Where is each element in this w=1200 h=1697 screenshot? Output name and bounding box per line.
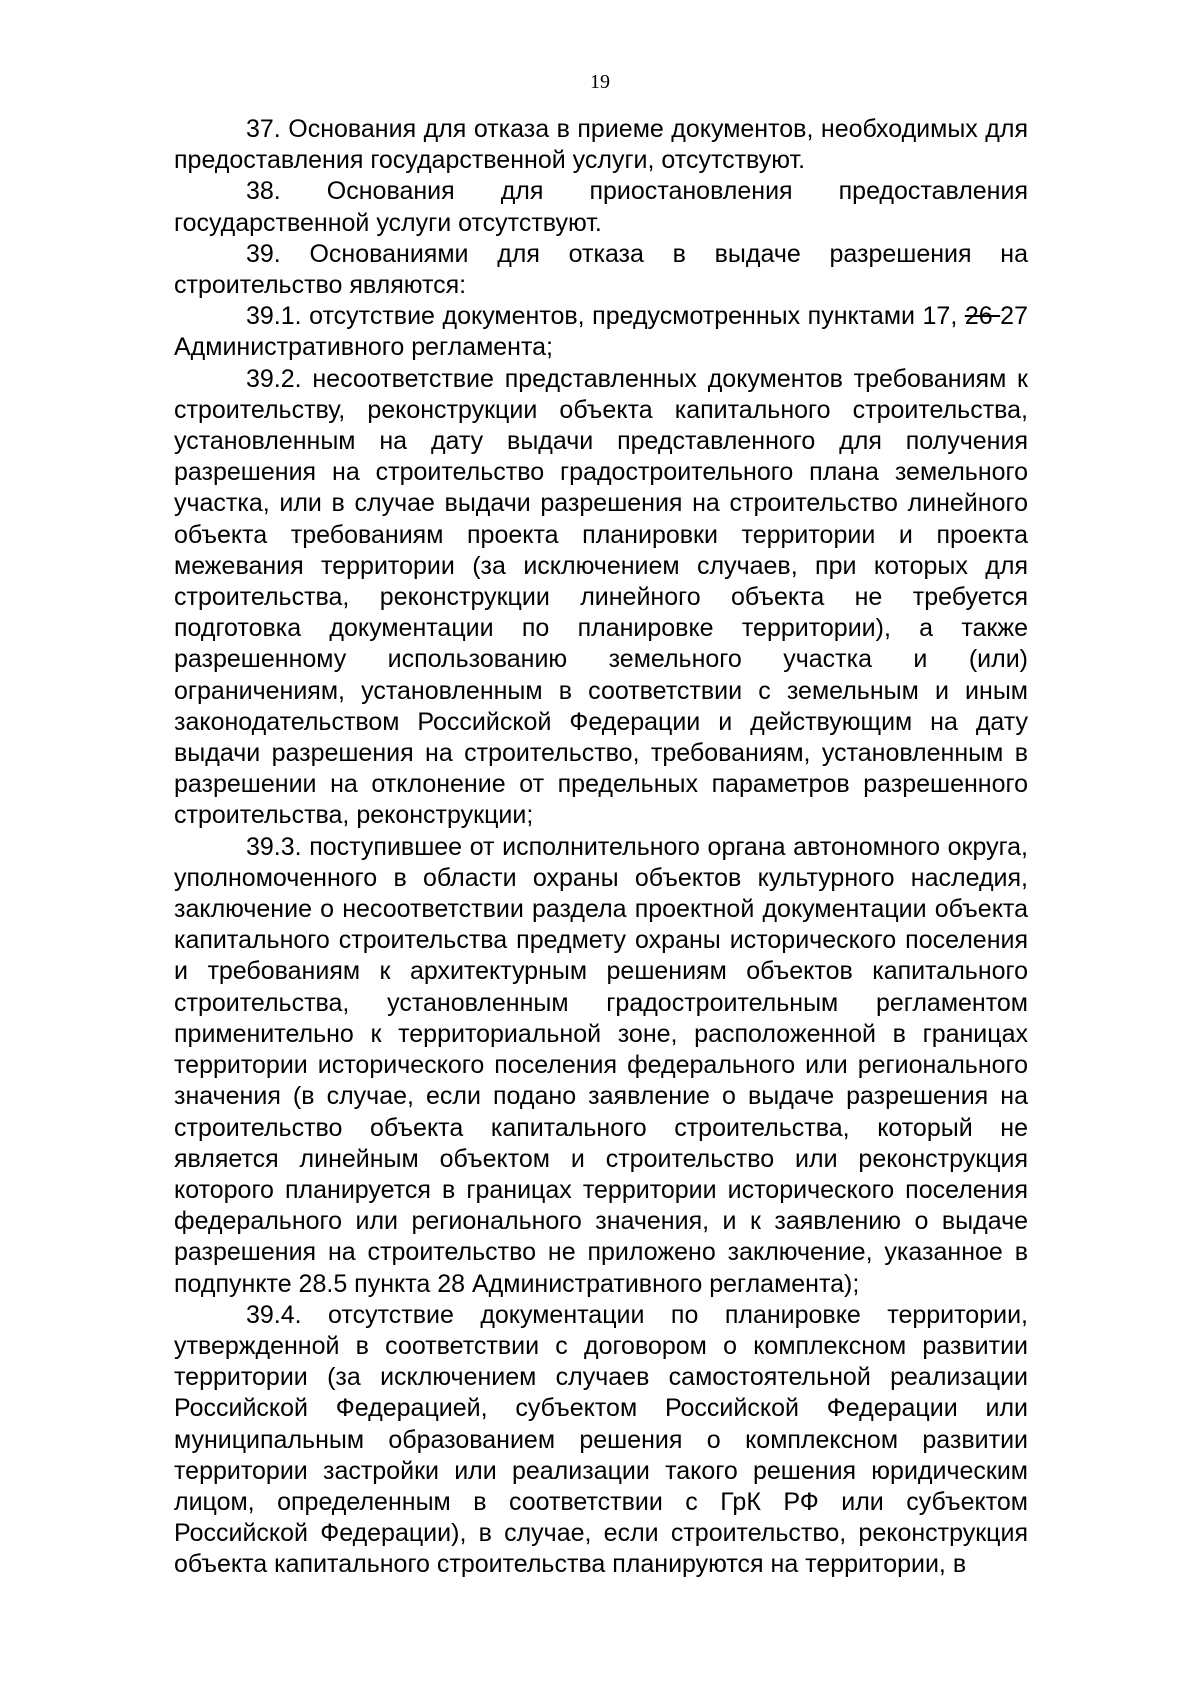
- paragraph-39: 39. Основаниями для отказа в выдаче разрешения на строительство являются:: [174, 239, 1028, 300]
- paragraph-39-1: [174, 301, 1028, 363]
- paragraph-39-1-before: 39.1. отсутствие документов, предусмотренных пунктами 17,: [246, 302, 965, 331]
- paragraph-39-2: 39.2. несоответствие представленных документов требованиям к строительству, реконструкции объекта капитального строительства, установленным на дату выдачи представленного для получения разрешения на строительство градостроительного плана земельного участка, или в случае выдачи разрешения на строительство линейного объекта требованиям проекта планировки территории и проекта межевания территории (за исключением случаев, при которых для строительства, реконструкции линейного объекта не требуется подготовка документации по планировке территории), а также разрешенному использованию земельного участка и (или) ограничениям, установленным в соответствии с земельным и иным законодательством Российской Федерации и действующим на дату выдачи разрешения на строительство, требованиям, установленным в разрешении на отклонение от предельных параметров разрешенного строительства, реконструкции;: [174, 364, 1028, 830]
- document-body: [174, 114, 1028, 1581]
- paragraph-39-1-after: 27 Административного регламента;: [174, 302, 1028, 362]
- paragraph-38: 38. Основания для приостановления предоставления государственной услуги отсутствуют.: [174, 177, 1028, 237]
- paragraph-39-4: 39.4. отсутствие документации по планировке территории, утвержденной в соответствии с договором о комплексном развитии территории (за исключением случаев самостоятельной реализации Российской Федерацией, субъектом Российской Федерации или муниципальным образованием решения о комплексном развитии территории застройки или реализации такого решения юридическим лицом, определенным в соответствии с ГрК РФ или субъектом Российской Федерации), в случае, если строительство, реконструкция объекта капитального строительства планируются на территории, в: [174, 1300, 1028, 1579]
- paragraph-37: 37. Основания для отказа в приеме документов, необходимых для предоставления государственной услуги, отсутствуют.: [174, 115, 1028, 175]
- page-number: 19: [590, 71, 610, 93]
- paragraph-39-3: 39.3. поступившее от исполнительного органа автономного округа, уполномоченного в области охраны объектов культурного наследия, заключение о несоответствии раздела проектной документации объекта капитального строительства предмету охраны исторического поселения и требованиям к архитектурным решениям объектов капитального строительства, установленным градостроительным регламентом применительно к территориальной зоне, расположенной в границах территории исторического поселения федерального или регионального значения (в случае, если подано заявление о выдаче разрешения на строительство объекта капитального строительства, который не является линейным объектом и строительство или реконструкция которого планируется в границах территории исторического поселения федерального или регионального значения, и к заявлению о выдаче разрешения на строительство не приложено заключение, указанное в подпункте 28.5 пункта 28 Административного регламента);: [174, 832, 1028, 1298]
- struck-text: 26: [964, 302, 1001, 331]
